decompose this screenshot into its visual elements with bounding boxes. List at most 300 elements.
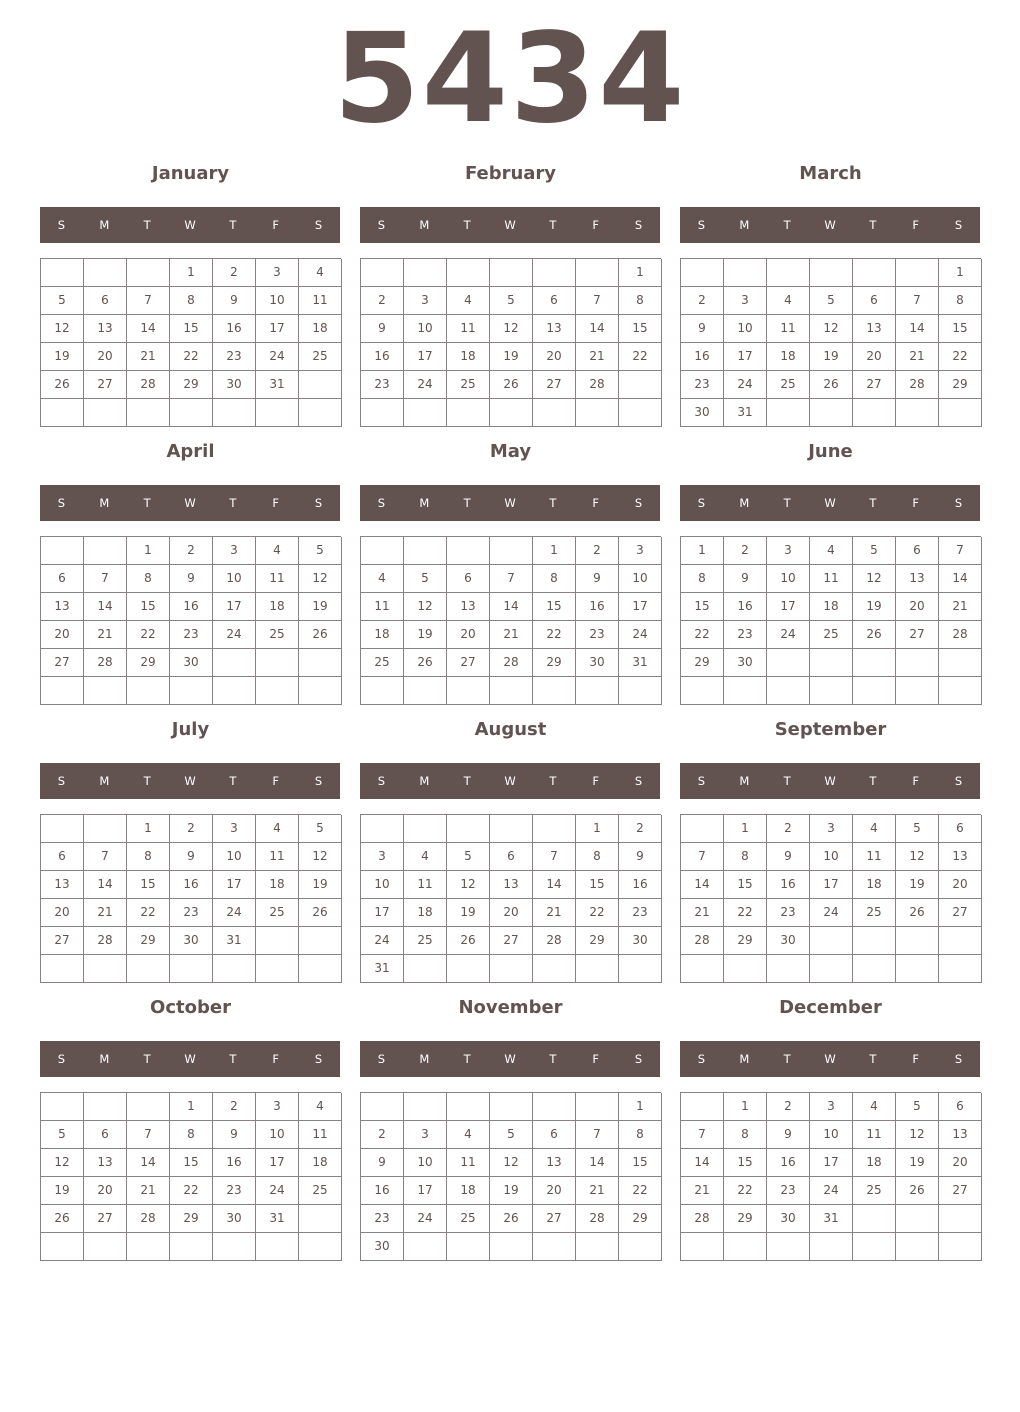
day-cell: 29	[170, 1205, 213, 1233]
day-cell: 31	[724, 399, 767, 427]
day-cell: 3	[619, 537, 662, 565]
empty-day-cell	[576, 955, 619, 983]
day-cell: 10	[256, 1121, 299, 1149]
weekday-header	[360, 763, 660, 799]
day-cell: 27	[84, 1205, 127, 1233]
day-cell: 7	[84, 565, 127, 593]
empty-day-cell	[41, 955, 84, 983]
weekday-label: S	[634, 774, 643, 788]
day-cell: 22	[170, 1177, 213, 1205]
weekday-label: S	[377, 496, 386, 510]
weekday-label: T	[463, 496, 471, 510]
weekday-label: S	[377, 1052, 386, 1066]
empty-day-cell	[41, 1233, 84, 1261]
day-cell: 23	[170, 899, 213, 927]
weekday-label: T	[463, 1052, 471, 1066]
empty-day-cell	[853, 955, 896, 983]
day-cell: 7	[490, 565, 533, 593]
empty-day-cell	[533, 1233, 576, 1261]
day-cell: 30	[619, 927, 662, 955]
day-cell: 12	[490, 315, 533, 343]
month-name: March	[799, 163, 862, 184]
day-grid	[360, 536, 661, 705]
day-cell: 13	[447, 593, 490, 621]
day-cell: 1	[619, 259, 662, 287]
empty-day-cell	[361, 815, 404, 843]
day-cell: 13	[939, 1121, 982, 1149]
day-cell: 26	[299, 899, 342, 927]
weekday-label: W	[504, 496, 516, 510]
day-cell: 30	[170, 649, 213, 677]
day-cell: 21	[896, 343, 939, 371]
day-cell: 18	[404, 899, 447, 927]
day-cell: 2	[213, 1093, 256, 1121]
day-cell: 17	[256, 315, 299, 343]
day-cell: 6	[41, 565, 84, 593]
weekday-label: T	[143, 774, 151, 788]
empty-day-cell	[213, 677, 256, 705]
day-cell: 19	[299, 871, 342, 899]
day-cell: 8	[533, 565, 576, 593]
day-cell: 18	[299, 1149, 342, 1177]
day-cell: 6	[447, 565, 490, 593]
day-cell: 16	[619, 871, 662, 899]
day-cell: 13	[490, 871, 533, 899]
day-cell: 1	[681, 537, 724, 565]
day-cell: 16	[724, 593, 767, 621]
day-cell: 11	[299, 287, 342, 315]
day-cell: 6	[896, 537, 939, 565]
weekday-label: S	[314, 496, 323, 510]
weekday-label: S	[377, 218, 386, 232]
empty-day-cell	[810, 1233, 853, 1261]
day-grid	[40, 536, 341, 705]
empty-day-cell	[767, 955, 810, 983]
day-cell: 30	[681, 399, 724, 427]
day-cell: 26	[810, 371, 853, 399]
day-cell: 8	[576, 843, 619, 871]
day-cell: 16	[767, 1149, 810, 1177]
day-cell: 29	[681, 649, 724, 677]
weekday-label: T	[229, 496, 237, 510]
weekday-label: W	[184, 1052, 196, 1066]
month-november	[360, 995, 661, 1265]
day-cell: 27	[490, 927, 533, 955]
day-cell: 11	[447, 315, 490, 343]
weekday-label: M	[419, 218, 430, 232]
day-cell: 27	[533, 1205, 576, 1233]
weekday-label: W	[504, 218, 516, 232]
day-cell: 18	[853, 871, 896, 899]
empty-day-cell	[681, 815, 724, 843]
month-name: December	[779, 997, 882, 1018]
day-cell: 7	[939, 537, 982, 565]
day-cell: 12	[41, 1149, 84, 1177]
empty-day-cell	[490, 399, 533, 427]
day-cell: 4	[256, 815, 299, 843]
empty-day-cell	[127, 1233, 170, 1261]
day-cell: 20	[939, 1149, 982, 1177]
day-cell: 9	[170, 843, 213, 871]
day-cell: 22	[170, 343, 213, 371]
day-cell: 9	[576, 565, 619, 593]
empty-day-cell	[810, 927, 853, 955]
day-cell: 29	[576, 927, 619, 955]
weekday-label: T	[783, 496, 791, 510]
month-name: April	[166, 441, 215, 462]
weekday-label: T	[869, 1052, 877, 1066]
day-cell: 20	[84, 343, 127, 371]
day-cell: 27	[853, 371, 896, 399]
day-cell: 2	[767, 815, 810, 843]
empty-day-cell	[41, 815, 84, 843]
day-cell: 31	[361, 955, 404, 983]
day-cell: 8	[170, 287, 213, 315]
day-cell: 23	[767, 1177, 810, 1205]
day-cell: 24	[767, 621, 810, 649]
empty-day-cell	[939, 955, 982, 983]
day-cell: 13	[533, 315, 576, 343]
day-cell: 8	[127, 565, 170, 593]
day-cell: 22	[533, 621, 576, 649]
empty-day-cell	[41, 537, 84, 565]
day-cell: 8	[170, 1121, 213, 1149]
day-cell: 13	[41, 593, 84, 621]
weekday-label: M	[739, 774, 750, 788]
empty-day-cell	[767, 1233, 810, 1261]
month-august	[360, 717, 661, 987]
day-cell: 27	[896, 621, 939, 649]
weekday-label: S	[634, 1052, 643, 1066]
empty-day-cell	[490, 1233, 533, 1261]
empty-day-cell	[170, 1233, 213, 1261]
empty-day-cell	[724, 259, 767, 287]
day-cell: 1	[576, 815, 619, 843]
day-cell: 26	[853, 621, 896, 649]
day-cell: 10	[361, 871, 404, 899]
day-cell: 8	[939, 287, 982, 315]
day-cell: 22	[724, 1177, 767, 1205]
day-cell: 18	[853, 1149, 896, 1177]
day-cell: 21	[939, 593, 982, 621]
empty-day-cell	[767, 259, 810, 287]
empty-day-cell	[619, 371, 662, 399]
day-cell: 5	[404, 565, 447, 593]
weekday-label: T	[869, 774, 877, 788]
month-february	[360, 161, 661, 431]
weekday-label: S	[57, 218, 66, 232]
day-cell: 1	[127, 537, 170, 565]
day-cell: 17	[256, 1149, 299, 1177]
day-cell: 26	[41, 371, 84, 399]
empty-day-cell	[619, 677, 662, 705]
day-cell: 9	[170, 565, 213, 593]
month-name: September	[774, 719, 887, 740]
day-cell: 21	[84, 899, 127, 927]
day-cell: 28	[576, 371, 619, 399]
day-cell: 3	[361, 843, 404, 871]
day-cell: 5	[896, 815, 939, 843]
day-cell: 5	[447, 843, 490, 871]
day-cell: 27	[939, 1177, 982, 1205]
day-cell: 21	[84, 621, 127, 649]
empty-day-cell	[404, 1093, 447, 1121]
day-cell: 2	[361, 287, 404, 315]
day-cell: 23	[576, 621, 619, 649]
day-cell: 7	[127, 1121, 170, 1149]
day-cell: 10	[256, 287, 299, 315]
day-cell: 12	[299, 565, 342, 593]
weekday-label: T	[463, 218, 471, 232]
day-cell: 8	[619, 1121, 662, 1149]
day-cell: 6	[939, 815, 982, 843]
empty-day-cell	[681, 1093, 724, 1121]
weekday-label: M	[419, 1052, 430, 1066]
day-cell: 12	[404, 593, 447, 621]
empty-day-cell	[84, 815, 127, 843]
day-cell: 17	[404, 343, 447, 371]
day-cell: 23	[361, 371, 404, 399]
empty-day-cell	[490, 537, 533, 565]
day-cell: 14	[681, 871, 724, 899]
weekday-label: F	[272, 774, 280, 788]
day-cell: 27	[41, 649, 84, 677]
empty-day-cell	[490, 259, 533, 287]
empty-day-cell	[84, 677, 127, 705]
weekday-header	[680, 1041, 980, 1077]
day-cell: 6	[84, 287, 127, 315]
empty-day-cell	[810, 955, 853, 983]
day-cell: 11	[256, 843, 299, 871]
day-cell: 30	[767, 927, 810, 955]
empty-day-cell	[896, 399, 939, 427]
day-cell: 3	[810, 1093, 853, 1121]
weekday-header	[40, 763, 340, 799]
day-grid	[680, 536, 981, 705]
weekday-label: M	[739, 218, 750, 232]
empty-day-cell	[619, 955, 662, 983]
day-cell: 5	[810, 287, 853, 315]
day-cell: 4	[767, 287, 810, 315]
weekday-label: T	[783, 218, 791, 232]
empty-day-cell	[810, 399, 853, 427]
empty-day-cell	[84, 1233, 127, 1261]
day-cell: 9	[767, 1121, 810, 1149]
weekday-label: T	[783, 1052, 791, 1066]
day-cell: 22	[127, 899, 170, 927]
day-cell: 18	[447, 1177, 490, 1205]
empty-day-cell	[896, 677, 939, 705]
day-cell: 17	[213, 871, 256, 899]
day-cell: 4	[256, 537, 299, 565]
day-cell: 31	[619, 649, 662, 677]
day-cell: 31	[256, 371, 299, 399]
day-cell: 29	[939, 371, 982, 399]
empty-day-cell	[256, 955, 299, 983]
day-cell: 10	[810, 1121, 853, 1149]
empty-day-cell	[170, 955, 213, 983]
day-cell: 8	[619, 287, 662, 315]
day-cell: 9	[681, 315, 724, 343]
day-cell: 2	[619, 815, 662, 843]
day-cell: 2	[170, 815, 213, 843]
day-cell: 14	[576, 315, 619, 343]
weekday-label: S	[697, 774, 706, 788]
month-name: November	[458, 997, 563, 1018]
weekday-label: W	[504, 1052, 516, 1066]
weekday-label: S	[634, 496, 643, 510]
weekday-header	[40, 485, 340, 521]
day-cell: 20	[41, 621, 84, 649]
empty-day-cell	[853, 677, 896, 705]
day-cell: 4	[853, 1093, 896, 1121]
weekday-label: T	[549, 218, 557, 232]
day-cell: 19	[41, 1177, 84, 1205]
weekday-label: S	[314, 774, 323, 788]
day-cell: 29	[127, 649, 170, 677]
empty-day-cell	[41, 1093, 84, 1121]
weekday-label: W	[824, 496, 836, 510]
day-cell: 25	[447, 1205, 490, 1233]
day-cell: 23	[767, 899, 810, 927]
empty-day-cell	[404, 1233, 447, 1261]
day-cell: 10	[404, 315, 447, 343]
day-cell: 6	[939, 1093, 982, 1121]
day-cell: 30	[361, 1233, 404, 1261]
empty-day-cell	[490, 1093, 533, 1121]
day-cell: 17	[361, 899, 404, 927]
empty-day-cell	[361, 537, 404, 565]
empty-day-cell	[84, 955, 127, 983]
day-cell: 17	[404, 1177, 447, 1205]
day-cell: 4	[299, 259, 342, 287]
day-cell: 25	[853, 899, 896, 927]
empty-day-cell	[127, 955, 170, 983]
day-cell: 23	[619, 899, 662, 927]
day-grid	[680, 1092, 981, 1261]
weekday-label: F	[912, 496, 920, 510]
empty-day-cell	[447, 1233, 490, 1261]
empty-day-cell	[619, 1233, 662, 1261]
month-name: August	[474, 719, 547, 740]
empty-day-cell	[767, 399, 810, 427]
weekday-label: M	[99, 774, 110, 788]
day-cell: 7	[84, 843, 127, 871]
day-cell: 17	[810, 871, 853, 899]
empty-day-cell	[490, 677, 533, 705]
empty-day-cell	[767, 649, 810, 677]
empty-day-cell	[84, 1093, 127, 1121]
weekday-label: T	[229, 218, 237, 232]
day-cell: 16	[170, 871, 213, 899]
day-cell: 7	[681, 1121, 724, 1149]
weekday-header	[360, 1041, 660, 1077]
day-cell: 3	[256, 1093, 299, 1121]
day-cell: 18	[810, 593, 853, 621]
empty-day-cell	[361, 1093, 404, 1121]
empty-day-cell	[939, 927, 982, 955]
day-cell: 20	[533, 1177, 576, 1205]
empty-day-cell	[853, 649, 896, 677]
empty-day-cell	[84, 259, 127, 287]
day-cell: 17	[619, 593, 662, 621]
day-cell: 22	[724, 899, 767, 927]
day-cell: 6	[533, 287, 576, 315]
month-name: January	[151, 163, 230, 184]
day-cell: 30	[724, 649, 767, 677]
empty-day-cell	[256, 399, 299, 427]
day-cell: 21	[533, 899, 576, 927]
day-cell: 11	[853, 843, 896, 871]
day-cell: 25	[299, 1177, 342, 1205]
empty-day-cell	[853, 1205, 896, 1233]
day-cell: 15	[127, 871, 170, 899]
day-cell: 20	[41, 899, 84, 927]
day-cell: 5	[490, 1121, 533, 1149]
empty-day-cell	[299, 399, 342, 427]
weekday-label: S	[954, 1052, 963, 1066]
day-cell: 3	[810, 815, 853, 843]
day-cell: 2	[361, 1121, 404, 1149]
weekday-label: S	[697, 496, 706, 510]
empty-day-cell	[724, 1233, 767, 1261]
day-cell: 25	[853, 1177, 896, 1205]
day-cell: 6	[533, 1121, 576, 1149]
day-cell: 22	[576, 899, 619, 927]
day-cell: 14	[681, 1149, 724, 1177]
day-cell: 13	[939, 843, 982, 871]
day-cell: 20	[84, 1177, 127, 1205]
empty-day-cell	[299, 927, 342, 955]
day-cell: 25	[810, 621, 853, 649]
day-cell: 2	[213, 259, 256, 287]
day-cell: 23	[213, 343, 256, 371]
empty-day-cell	[299, 1205, 342, 1233]
weekday-label: S	[954, 496, 963, 510]
day-cell: 5	[853, 537, 896, 565]
day-cell: 28	[576, 1205, 619, 1233]
day-cell: 12	[896, 843, 939, 871]
day-cell: 17	[810, 1149, 853, 1177]
empty-day-cell	[490, 815, 533, 843]
weekday-label: M	[99, 218, 110, 232]
day-cell: 2	[170, 537, 213, 565]
day-cell: 25	[767, 371, 810, 399]
weekday-label: S	[57, 496, 66, 510]
empty-day-cell	[361, 259, 404, 287]
weekday-label: T	[549, 496, 557, 510]
day-cell: 25	[361, 649, 404, 677]
weekday-header	[680, 207, 980, 243]
empty-day-cell	[853, 1233, 896, 1261]
empty-day-cell	[299, 1233, 342, 1261]
day-cell: 20	[896, 593, 939, 621]
empty-day-cell	[767, 677, 810, 705]
day-cell: 12	[299, 843, 342, 871]
weekday-label: S	[57, 774, 66, 788]
day-cell: 20	[853, 343, 896, 371]
day-cell: 9	[213, 1121, 256, 1149]
day-cell: 30	[213, 1205, 256, 1233]
empty-day-cell	[939, 1205, 982, 1233]
empty-day-cell	[724, 677, 767, 705]
day-cell: 17	[213, 593, 256, 621]
weekday-label: S	[697, 218, 706, 232]
day-cell: 3	[213, 815, 256, 843]
empty-day-cell	[170, 399, 213, 427]
empty-day-cell	[853, 259, 896, 287]
day-cell: 16	[213, 1149, 256, 1177]
